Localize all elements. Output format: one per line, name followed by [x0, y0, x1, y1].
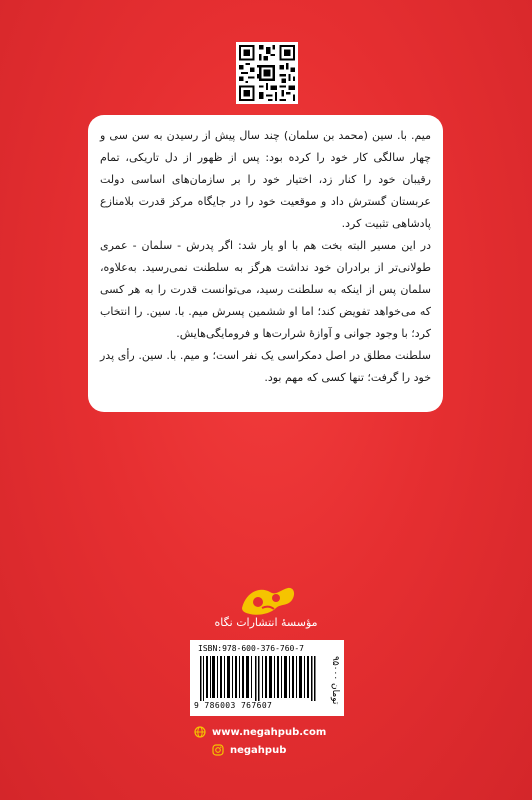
- isbn-text: ISBN:978-600-376-760-7: [198, 644, 304, 653]
- qr-code-icon: [239, 45, 295, 101]
- globe-icon: [194, 726, 206, 738]
- instagram-handle[interactable]: negahpub: [230, 744, 287, 756]
- instagram-row: [212, 744, 286, 756]
- description-paragraph-3: سلطنت مطلق در اصل دمکراسی یک نفر است؛ و میم. با. سین. رأی پدر خود را گرفت؛ تنها کسی که مهم بود.: [100, 349, 431, 384]
- instagram-icon: [212, 744, 224, 756]
- barcode-digits: 9 786003 767607: [194, 701, 273, 710]
- website-link[interactable]: www.negahpub.com: [212, 726, 327, 738]
- price-label: ۹۵۰۰۰ تومان: [330, 655, 340, 705]
- book-description-card: [88, 115, 443, 412]
- publisher-name: مؤسسهٔ انتشارات نگاه: [214, 616, 318, 629]
- qr-code: [236, 42, 298, 104]
- barcode-bars: [200, 656, 316, 701]
- barcode-box: [190, 640, 344, 716]
- website-row: [194, 726, 326, 738]
- description-paragraph-2: در این مسیر البته بخت هم با او یار شد: اگر پدرش - سلمان - عمری طولانی‌تر از برادران خود نداشت هرگز به سلطنت نمی‌رسید. به‌علاوه، سلمان پس از اینکه به سلطنت رسید، می‌توانست قدرت را به هر کسی که می‌خواهد تفویض کند؛ اما او ششمین پسرش میم. با. سین. را انتخاب کرد؛ با وجود جوانی و آوازهٔ شرارت‌ها و فرومایگی‌هایش.: [100, 239, 431, 340]
- description-paragraph-1: میم. با. سین (محمد بن سلمان) چند سال پیش از رسیدن به سن سی و چهار سالگی کار خود را کرده بود: پس از ظهور از دل تاریکی، تمام رقیبان خود را کنار زد، اختیار خود را بر سازمان‌های اساسی دولت عربستان گسترش داد و موقعیت خود را در جایگاه مرکز قدرت بلامنازع پادشاهی تثبیت کرد.: [100, 129, 431, 230]
